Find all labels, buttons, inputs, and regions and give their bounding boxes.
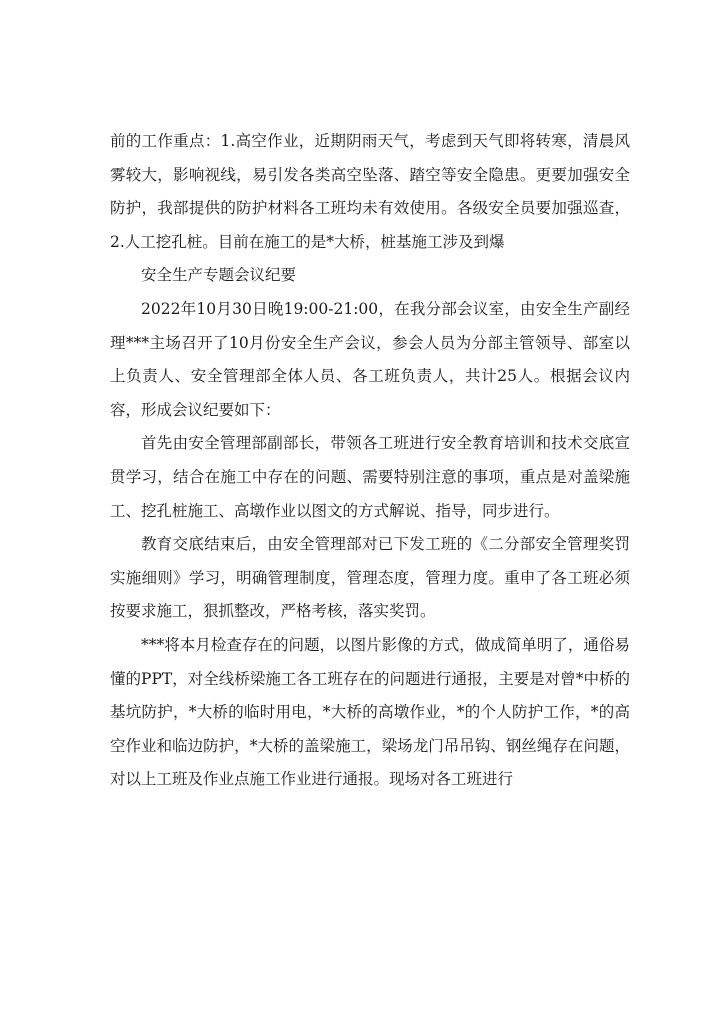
paragraph-rules: 教育交底结束后，由安全管理部对已下发工班的《二分部安全管理奖罚实施细则》学习，明确管理制度，管理态度，管理力度。重申了各工班必须按要求施工，狠抓整改，严格考核，落实奖罚。 [110,535,630,621]
paragraph-continuation: 前的工作重点：1.高空作业，近期阴雨天气，考虑到天气即将转寒，清晨风雾较大，影响视线，易引发各类高空坠落、踏空等安全隐患。更要加强安全防护，我部提供的防护材料各工班均未有效使用。各级安全员要加强巡查，2.人工挖孔桩。目前在施工的是*大桥，桩基施工涉及到爆 [110,132,630,251]
document-body [110,125,630,797]
paragraph-meeting-info: 2022年10月30日晚19:00-21:00，在我分部会议室，由安全生产副经理***主场召开了10月份安全生产会议，参会人员为分部主管领导、部室以上负责人、安全管理部全体人员、各工班负责人，共计25人。根据会议内容，形成会议纪要如下： [110,299,630,419]
section-title: 安全生产专题会议纪要 [141,266,297,285]
paragraph-training: 首先由安全管理部副部长，带领各工班进行安全教育培训和技术交底宣贯学习，结合在施工中存在的问题、需要特别注意的事项，重点是对盖梁施工、挖孔桩施工、高墩作业以图文的方式解说、指导，同步进行。 [110,434,630,520]
paragraph-inspection: ***将本月检查存在的问题，以图片影像的方式，做成简单明了，通俗易懂的PPT，对全线桥梁施工各工班存在的问题进行通报，主要是对曾*中桥的基坑防护，*大桥的临时用电，*大桥的高墩作业，*的个人防护工作，*的高空作业和临边防护，*大桥的盖梁施工，梁场龙门吊吊钩、钢丝绳存在问题，对以上工班及作业点施工作业进行通报。现场对各工班进行 [110,635,630,789]
